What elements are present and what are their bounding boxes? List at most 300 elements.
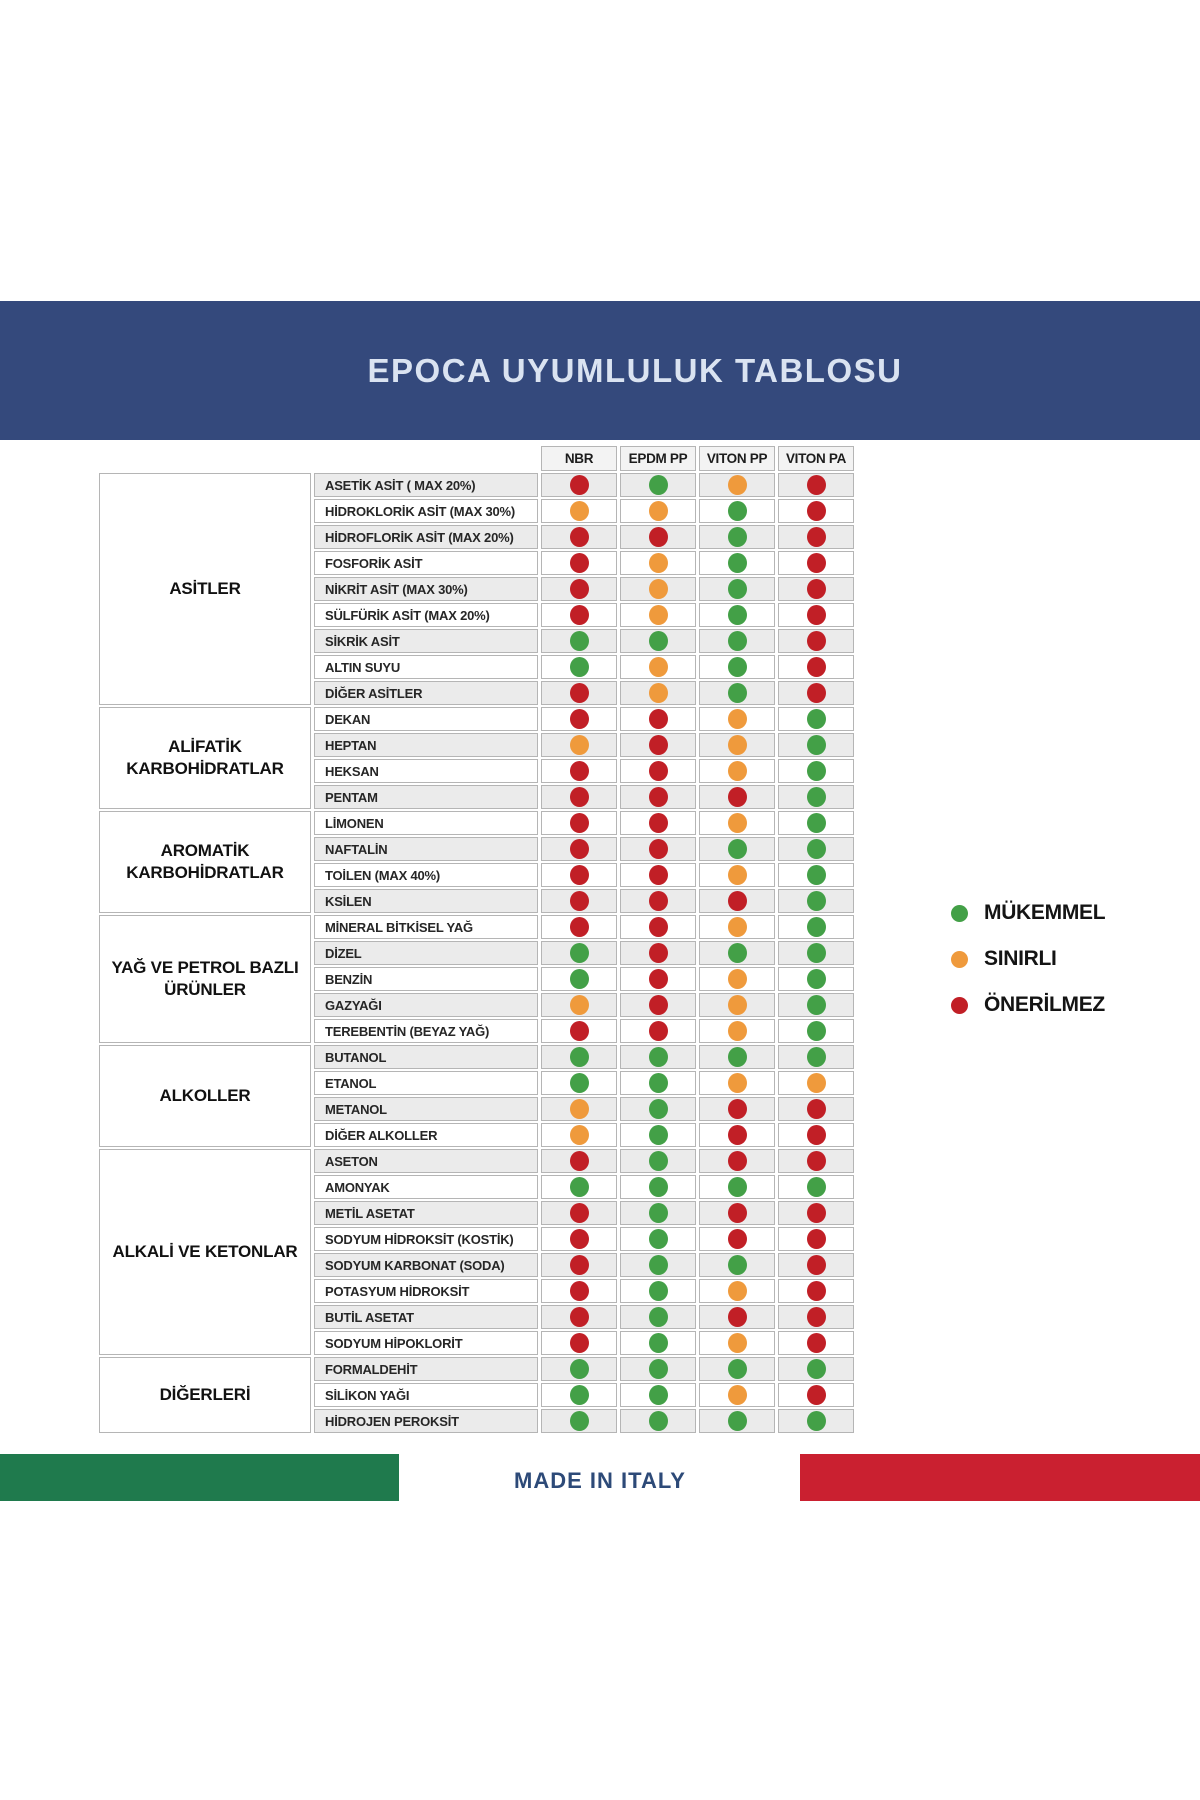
status-dot-mukemmel (728, 605, 747, 625)
status-dot-onerilmez (649, 813, 668, 833)
rating-cell (699, 733, 775, 757)
chemical-label: DİZEL (314, 941, 538, 965)
rating-cell (620, 1331, 696, 1355)
rating-cell (620, 785, 696, 809)
rating-cell (541, 525, 617, 549)
rating-cell (620, 499, 696, 523)
chemical-label: HİDROKLORİK ASİT (MAX 30%) (314, 499, 538, 523)
status-dot-mukemmel (807, 1047, 826, 1067)
status-dot-onerilmez (570, 761, 589, 781)
rating-cell (541, 889, 617, 913)
rating-cell (778, 707, 854, 731)
chemical-label: FORMALDEHİT (314, 1357, 538, 1381)
rating-cell (541, 837, 617, 861)
group-label: YAĞ VE PETROL BAZLI ÜRÜNLER (99, 915, 311, 1043)
status-dot-mukemmel (728, 501, 747, 521)
rating-cell (541, 1409, 617, 1433)
status-dot-onerilmez (649, 995, 668, 1015)
chemical-label: HEKSAN (314, 759, 538, 783)
table-row (99, 473, 854, 497)
legend-label: MÜKEMMEL (984, 901, 1106, 924)
rating-cell (541, 629, 617, 653)
status-dot-sinirli (570, 1099, 589, 1119)
status-dot-onerilmez (728, 1099, 747, 1119)
status-dot-sinirli (570, 995, 589, 1015)
rating-cell (541, 1123, 617, 1147)
group-label: ALKOLLER (99, 1045, 311, 1147)
page-title: EPOCA UYUMLULUK TABLOSU (367, 351, 903, 389)
status-dot-mukemmel (570, 631, 589, 651)
status-dot-mukemmel (807, 1021, 826, 1041)
status-dot-onerilmez (649, 865, 668, 885)
chemical-label: ASETİK ASİT ( MAX 20%) (314, 473, 538, 497)
status-dot-sinirli (728, 1385, 747, 1405)
rating-cell (620, 1123, 696, 1147)
status-dot-mukemmel (570, 1047, 589, 1067)
rating-cell (778, 525, 854, 549)
rating-cell (620, 1357, 696, 1381)
chemical-label: ALTIN SUYU (314, 655, 538, 679)
status-dot-onerilmez (807, 1151, 826, 1171)
rating-cell (699, 993, 775, 1017)
chemical-label: GAZYAĞI (314, 993, 538, 1017)
rating-cell (699, 759, 775, 783)
status-dot-mukemmel (570, 1359, 589, 1379)
legend-label: ÖNERİLMEZ (984, 993, 1105, 1016)
compatibility-table (96, 444, 857, 1435)
status-dot-onerilmez (570, 527, 589, 547)
chemical-label: SÜLFÜRİK ASİT (MAX 20%) (314, 603, 538, 627)
rating-cell (620, 967, 696, 991)
rating-cell (541, 1201, 617, 1225)
rating-cell (620, 811, 696, 835)
rating-cell (620, 1279, 696, 1303)
status-dot-mukemmel (649, 1073, 668, 1093)
status-dot-onerilmez (570, 1021, 589, 1041)
rating-cell (778, 863, 854, 887)
status-dot-mukemmel (649, 1177, 668, 1197)
rating-cell (699, 1019, 775, 1043)
status-dot-mukemmel (728, 943, 747, 963)
legend-item-onerilmez (951, 995, 1105, 1015)
status-dot-onerilmez (807, 1255, 826, 1275)
status-dot-sinirli (728, 865, 747, 885)
rating-cell (699, 1201, 775, 1225)
rating-cell (778, 759, 854, 783)
status-dot-onerilmez (649, 735, 668, 755)
status-dot-sinirli (728, 995, 747, 1015)
rating-cell (699, 785, 775, 809)
status-dot-mukemmel (649, 1411, 668, 1431)
status-dot-onerilmez (649, 839, 668, 859)
status-dot-mukemmel (649, 1385, 668, 1405)
chemical-label: AMONYAK (314, 1175, 538, 1199)
status-dot-mukemmel (807, 839, 826, 859)
rating-cell (541, 1071, 617, 1095)
rating-cell (541, 655, 617, 679)
rating-cell (620, 1305, 696, 1329)
red-dot-icon (951, 997, 968, 1014)
page-title-banner (0, 301, 1200, 440)
rating-cell (778, 837, 854, 861)
rating-cell (699, 837, 775, 861)
rating-cell (778, 629, 854, 653)
rating-cell (620, 1019, 696, 1043)
rating-cell (778, 499, 854, 523)
rating-cell (620, 1201, 696, 1225)
status-dot-sinirli (728, 917, 747, 937)
status-dot-sinirli (807, 1073, 826, 1093)
rating-cell (699, 525, 775, 549)
rating-cell (620, 603, 696, 627)
status-dot-onerilmez (807, 605, 826, 625)
status-dot-sinirli (728, 969, 747, 989)
status-dot-mukemmel (649, 1281, 668, 1301)
chemical-label: NAFTALİN (314, 837, 538, 861)
status-dot-onerilmez (649, 917, 668, 937)
status-dot-sinirli (570, 501, 589, 521)
status-dot-onerilmez (649, 709, 668, 729)
rating-cell (620, 681, 696, 705)
rating-cell (778, 993, 854, 1017)
rating-cell (699, 603, 775, 627)
status-dot-mukemmel (570, 969, 589, 989)
status-dot-mukemmel (807, 969, 826, 989)
chemical-label: BENZİN (314, 967, 538, 991)
chemical-label: MİNERAL BİTKİSEL YAĞ (314, 915, 538, 939)
group-label: ALKALİ VE KETONLAR (99, 1149, 311, 1355)
rating-cell (620, 993, 696, 1017)
rating-cell (699, 889, 775, 913)
status-dot-mukemmel (728, 657, 747, 677)
rating-cell (620, 941, 696, 965)
chemical-label: KSİLEN (314, 889, 538, 913)
rating-cell (620, 863, 696, 887)
status-dot-onerilmez (807, 553, 826, 573)
rating-cell (620, 655, 696, 679)
status-dot-sinirli (649, 553, 668, 573)
status-dot-onerilmez (807, 1203, 826, 1223)
chemical-label: SODYUM HİPOKLORİT (314, 1331, 538, 1355)
rating-cell (620, 915, 696, 939)
rating-cell (778, 1019, 854, 1043)
status-dot-mukemmel (728, 839, 747, 859)
rating-cell (778, 1201, 854, 1225)
rating-cell (699, 1279, 775, 1303)
status-dot-sinirli (728, 813, 747, 833)
status-dot-mukemmel (649, 1099, 668, 1119)
rating-cell (699, 1123, 775, 1147)
rating-cell (699, 1409, 775, 1433)
rating-cell (541, 915, 617, 939)
rating-cell (541, 811, 617, 835)
status-dot-onerilmez (649, 891, 668, 911)
status-dot-onerilmez (570, 1203, 589, 1223)
status-dot-onerilmez (807, 1333, 826, 1353)
status-dot-mukemmel (807, 995, 826, 1015)
chemical-label: DİĞER ALKOLLER (314, 1123, 538, 1147)
rating-cell (620, 1383, 696, 1407)
status-dot-mukemmel (649, 1229, 668, 1249)
status-dot-mukemmel (570, 1177, 589, 1197)
status-dot-onerilmez (570, 579, 589, 599)
status-dot-mukemmel (728, 579, 747, 599)
rating-cell (699, 1253, 775, 1277)
rating-cell (620, 1071, 696, 1095)
status-dot-mukemmel (807, 917, 826, 937)
chemical-label: TOİLEN (MAX 40%) (314, 863, 538, 887)
chemical-label: HEPTAN (314, 733, 538, 757)
rating-cell (541, 967, 617, 991)
status-dot-mukemmel (728, 527, 747, 547)
status-dot-onerilmez (570, 709, 589, 729)
table-row (99, 811, 854, 835)
rating-cell (541, 1305, 617, 1329)
status-dot-onerilmez (807, 1229, 826, 1249)
status-dot-onerilmez (649, 943, 668, 963)
status-dot-mukemmel (649, 1047, 668, 1067)
status-dot-sinirli (728, 1073, 747, 1093)
status-dot-onerilmez (570, 787, 589, 807)
status-dot-mukemmel (570, 1411, 589, 1431)
status-dot-onerilmez (649, 969, 668, 989)
rating-cell (778, 785, 854, 809)
status-dot-onerilmez (728, 891, 747, 911)
rating-cell (541, 473, 617, 497)
rating-cell (541, 1149, 617, 1173)
status-dot-onerilmez (807, 475, 826, 495)
status-dot-onerilmez (649, 787, 668, 807)
rating-cell (541, 1097, 617, 1121)
status-dot-onerilmez (728, 1151, 747, 1171)
rating-cell (699, 551, 775, 575)
column-header-row (99, 446, 854, 471)
chemical-label: TEREBENTİN (BEYAZ YAĞ) (314, 1019, 538, 1043)
rating-cell (699, 967, 775, 991)
rating-cell (541, 1019, 617, 1043)
status-dot-onerilmez (570, 683, 589, 703)
rating-cell (778, 1305, 854, 1329)
rating-cell (541, 499, 617, 523)
status-dot-sinirli (728, 709, 747, 729)
rating-cell (620, 1409, 696, 1433)
chemical-label: FOSFORİK ASİT (314, 551, 538, 575)
rating-cell (699, 1071, 775, 1095)
rating-cell (620, 889, 696, 913)
chemical-label: HİDROFLORİK ASİT (MAX 20%) (314, 525, 538, 549)
chemical-label: HİDROJEN PEROKSİT (314, 1409, 538, 1433)
status-dot-mukemmel (728, 1047, 747, 1067)
rating-cell (541, 1253, 617, 1277)
column-header-viton-pa: VITON PA (778, 446, 854, 471)
status-dot-sinirli (649, 657, 668, 677)
rating-cell (620, 525, 696, 549)
rating-cell (620, 707, 696, 731)
status-dot-mukemmel (728, 1177, 747, 1197)
rating-cell (541, 863, 617, 887)
rating-cell (699, 707, 775, 731)
group-label: AROMATİK KARBOHİDRATLAR (99, 811, 311, 913)
status-dot-sinirli (649, 683, 668, 703)
table-row (99, 1149, 854, 1173)
status-dot-mukemmel (807, 1359, 826, 1379)
rating-cell (778, 1331, 854, 1355)
status-dot-mukemmel (649, 1203, 668, 1223)
status-dot-mukemmel (807, 735, 826, 755)
rating-cell (699, 655, 775, 679)
status-dot-onerilmez (570, 475, 589, 495)
column-header-nbr: NBR (541, 446, 617, 471)
table-row (99, 915, 854, 939)
rating-cell (541, 759, 617, 783)
status-dot-sinirli (570, 735, 589, 755)
orange-dot-icon (951, 951, 968, 968)
rating-cell (778, 1279, 854, 1303)
status-dot-mukemmel (649, 475, 668, 495)
rating-cell (699, 811, 775, 835)
chemical-label: METİL ASETAT (314, 1201, 538, 1225)
status-dot-mukemmel (649, 1307, 668, 1327)
status-dot-onerilmez (570, 605, 589, 625)
rating-cell (778, 1123, 854, 1147)
chemical-label: SODYUM KARBONAT (SODA) (314, 1253, 538, 1277)
rating-cell (541, 1045, 617, 1069)
status-dot-onerilmez (649, 761, 668, 781)
chemical-label: SİLİKON YAĞI (314, 1383, 538, 1407)
status-dot-mukemmel (728, 683, 747, 703)
rating-cell (541, 707, 617, 731)
status-dot-onerilmez (807, 579, 826, 599)
status-dot-onerilmez (570, 839, 589, 859)
status-dot-mukemmel (728, 1411, 747, 1431)
status-dot-onerilmez (570, 891, 589, 911)
rating-cell (541, 1227, 617, 1251)
chemical-label: DEKAN (314, 707, 538, 731)
status-dot-mukemmel (807, 787, 826, 807)
rating-cell (778, 733, 854, 757)
rating-cell (620, 1227, 696, 1251)
rating-cell (699, 1175, 775, 1199)
rating-cell (699, 629, 775, 653)
status-dot-mukemmel (649, 1359, 668, 1379)
compatibility-table-grid (96, 444, 857, 1435)
legend-item-sinirli (951, 949, 1105, 969)
rating-cell (699, 941, 775, 965)
rating-cell (699, 1149, 775, 1173)
status-dot-sinirli (649, 501, 668, 521)
status-dot-onerilmez (728, 1125, 747, 1145)
status-dot-onerilmez (807, 1099, 826, 1119)
status-dot-mukemmel (728, 1359, 747, 1379)
rating-cell (620, 551, 696, 575)
status-dot-onerilmez (807, 1281, 826, 1301)
rating-cell (541, 785, 617, 809)
group-label: ALİFATİK KARBOHİDRATLAR (99, 707, 311, 809)
status-dot-mukemmel (570, 943, 589, 963)
rating-cell (699, 1097, 775, 1121)
rating-cell (541, 993, 617, 1017)
status-dot-mukemmel (649, 1125, 668, 1145)
rating-cell (778, 1227, 854, 1251)
rating-cell (778, 1253, 854, 1277)
status-dot-mukemmel (728, 1255, 747, 1275)
chemical-label: LİMONEN (314, 811, 538, 835)
rating-cell (699, 473, 775, 497)
status-dot-mukemmel (570, 1073, 589, 1093)
rating-cell (778, 551, 854, 575)
rating-cell (778, 1409, 854, 1433)
group-label: ASİTLER (99, 473, 311, 705)
rating-cell (778, 603, 854, 627)
rating-cell (541, 603, 617, 627)
status-dot-mukemmel (649, 631, 668, 651)
chemical-label: PENTAM (314, 785, 538, 809)
rating-cell (699, 1227, 775, 1251)
status-dot-onerilmez (570, 1229, 589, 1249)
status-dot-mukemmel (807, 943, 826, 963)
rating-cell (620, 1253, 696, 1277)
status-dot-onerilmez (728, 1229, 747, 1249)
status-dot-mukemmel (807, 1411, 826, 1431)
status-dot-onerilmez (807, 631, 826, 651)
rating-cell (778, 1045, 854, 1069)
status-dot-mukemmel (807, 1177, 826, 1197)
rating-cell (541, 577, 617, 601)
rating-cell (620, 1149, 696, 1173)
status-dot-sinirli (649, 605, 668, 625)
rating-cell (541, 551, 617, 575)
rating-cell (778, 811, 854, 835)
rating-cell (778, 1149, 854, 1173)
status-dot-mukemmel (807, 891, 826, 911)
rating-cell (620, 1175, 696, 1199)
status-dot-sinirli (728, 475, 747, 495)
legend-item-mukemmel (951, 903, 1105, 923)
chemical-label: POTASYUM HİDROKSİT (314, 1279, 538, 1303)
status-dot-onerilmez (570, 1333, 589, 1353)
table-row (99, 1045, 854, 1069)
status-dot-sinirli (570, 1125, 589, 1145)
status-dot-onerilmez (570, 865, 589, 885)
chemical-label: ETANOL (314, 1071, 538, 1095)
status-dot-mukemmel (807, 761, 826, 781)
rating-cell (620, 759, 696, 783)
rating-cell (699, 499, 775, 523)
status-dot-onerilmez (649, 527, 668, 547)
rating-cell (699, 915, 775, 939)
rating-cell (541, 1357, 617, 1381)
header-spacer (99, 446, 538, 471)
rating-cell (778, 1357, 854, 1381)
legend (951, 903, 1105, 1041)
status-dot-sinirli (728, 1281, 747, 1301)
rating-cell (620, 1045, 696, 1069)
status-dot-mukemmel (570, 657, 589, 677)
rating-cell (778, 681, 854, 705)
chemical-label: BUTİL ASETAT (314, 1305, 538, 1329)
status-dot-onerilmez (570, 917, 589, 937)
rating-cell (778, 473, 854, 497)
status-dot-sinirli (728, 761, 747, 781)
rating-cell (699, 1383, 775, 1407)
rating-cell (778, 1175, 854, 1199)
green-dot-icon (951, 905, 968, 922)
rating-cell (699, 1045, 775, 1069)
column-header-viton-pp: VITON PP (699, 446, 775, 471)
status-dot-onerilmez (807, 1385, 826, 1405)
status-dot-onerilmez (570, 553, 589, 573)
rating-cell (778, 915, 854, 939)
